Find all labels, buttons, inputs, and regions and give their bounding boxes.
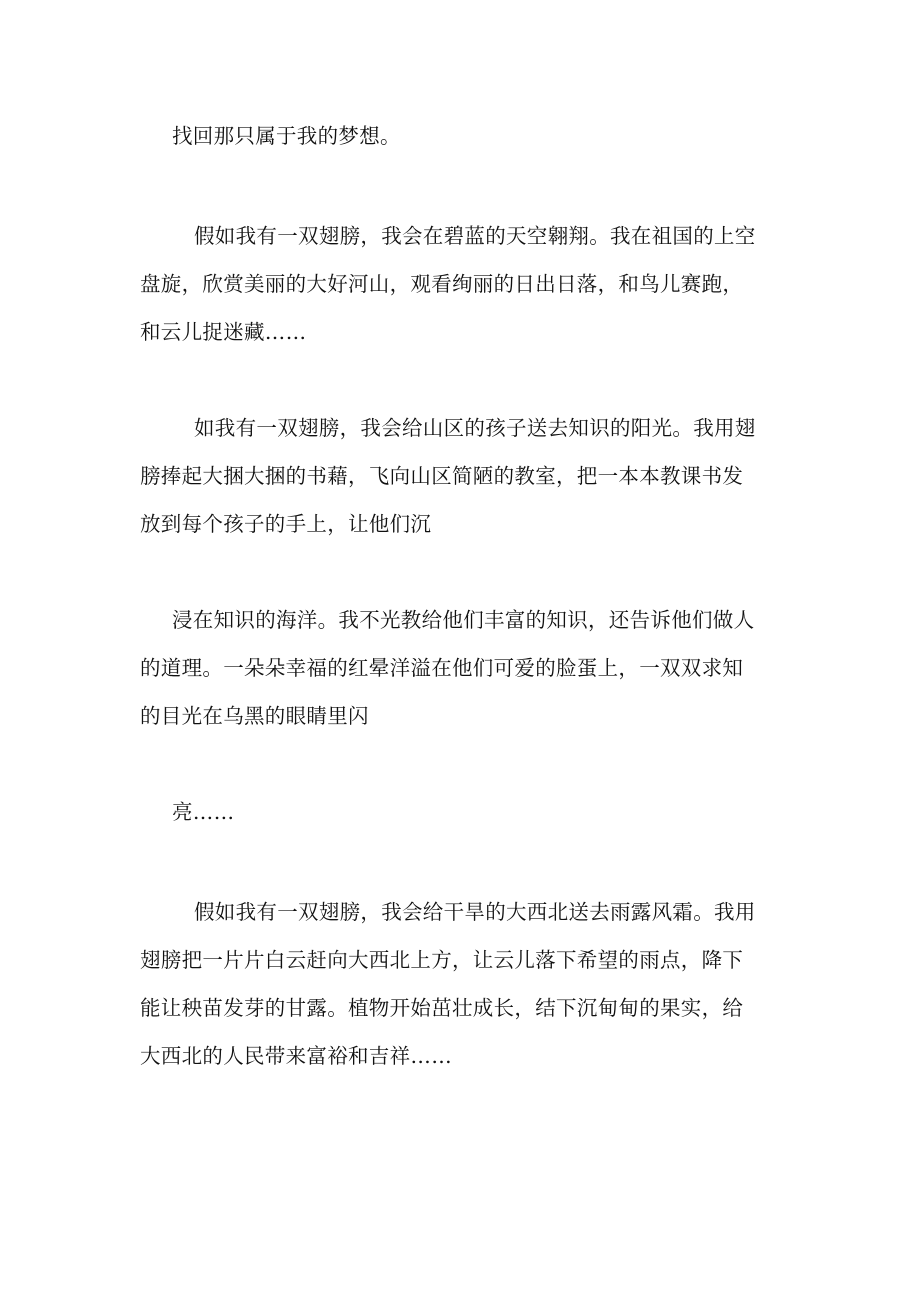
paragraph-3-line-1: 如我有一双翅膀，我会给山区的孩子送去知识的阳光。我用翅 — [194, 416, 756, 440]
paragraph-4-line-3: 的目光在乌黑的眼睛里闪 — [140, 704, 369, 728]
paragraph-4-line-1: 浸在知识的海洋。我不光教给他们丰富的知识，还告诉他们做人 — [172, 608, 755, 632]
paragraph-6-line-1: 假如我有一双翅膀，我会给干旱的大西北送去雨露风霜。我用 — [194, 900, 756, 924]
paragraph-4-line-2: 的道理。一朵朵幸福的红晕洋溢在他们可爱的脸蛋上，一双双求知 — [140, 656, 744, 680]
paragraph-1-line-1: 找回那只属于我的梦想。 — [172, 124, 401, 148]
paragraph-3-line-3: 放到每个孩子的手上，让他们沉 — [140, 512, 432, 536]
paragraph-6-line-3: 能让秧苗发芽的甘露。植物开始茁壮成长，结下沉甸甸的果实，给 — [140, 996, 744, 1020]
paragraph-3-line-2: 膀捧起大捆大捆的书藉，飞向山区简陋的教室，把一本本教课书发 — [140, 464, 744, 488]
paragraph-6-line-2: 翅膀把一片片白云赶向大西北上方，让云儿落下希望的雨点，降下 — [140, 948, 744, 972]
paragraph-6-line-4: 大西北的人民带来富裕和吉祥…… — [140, 1044, 452, 1068]
paragraph-2-line-2: 盘旋，欣赏美丽的大好河山，观看绚丽的日出日落，和鸟儿赛跑， — [140, 272, 744, 296]
paragraph-5-line-1: 亮…… — [172, 800, 235, 824]
paragraph-2-line-1: 假如我有一双翅膀，我会在碧蓝的天空翱翔。我在祖国的上空 — [194, 224, 756, 248]
paragraph-2-line-3: 和云儿捉迷藏…… — [140, 320, 307, 344]
